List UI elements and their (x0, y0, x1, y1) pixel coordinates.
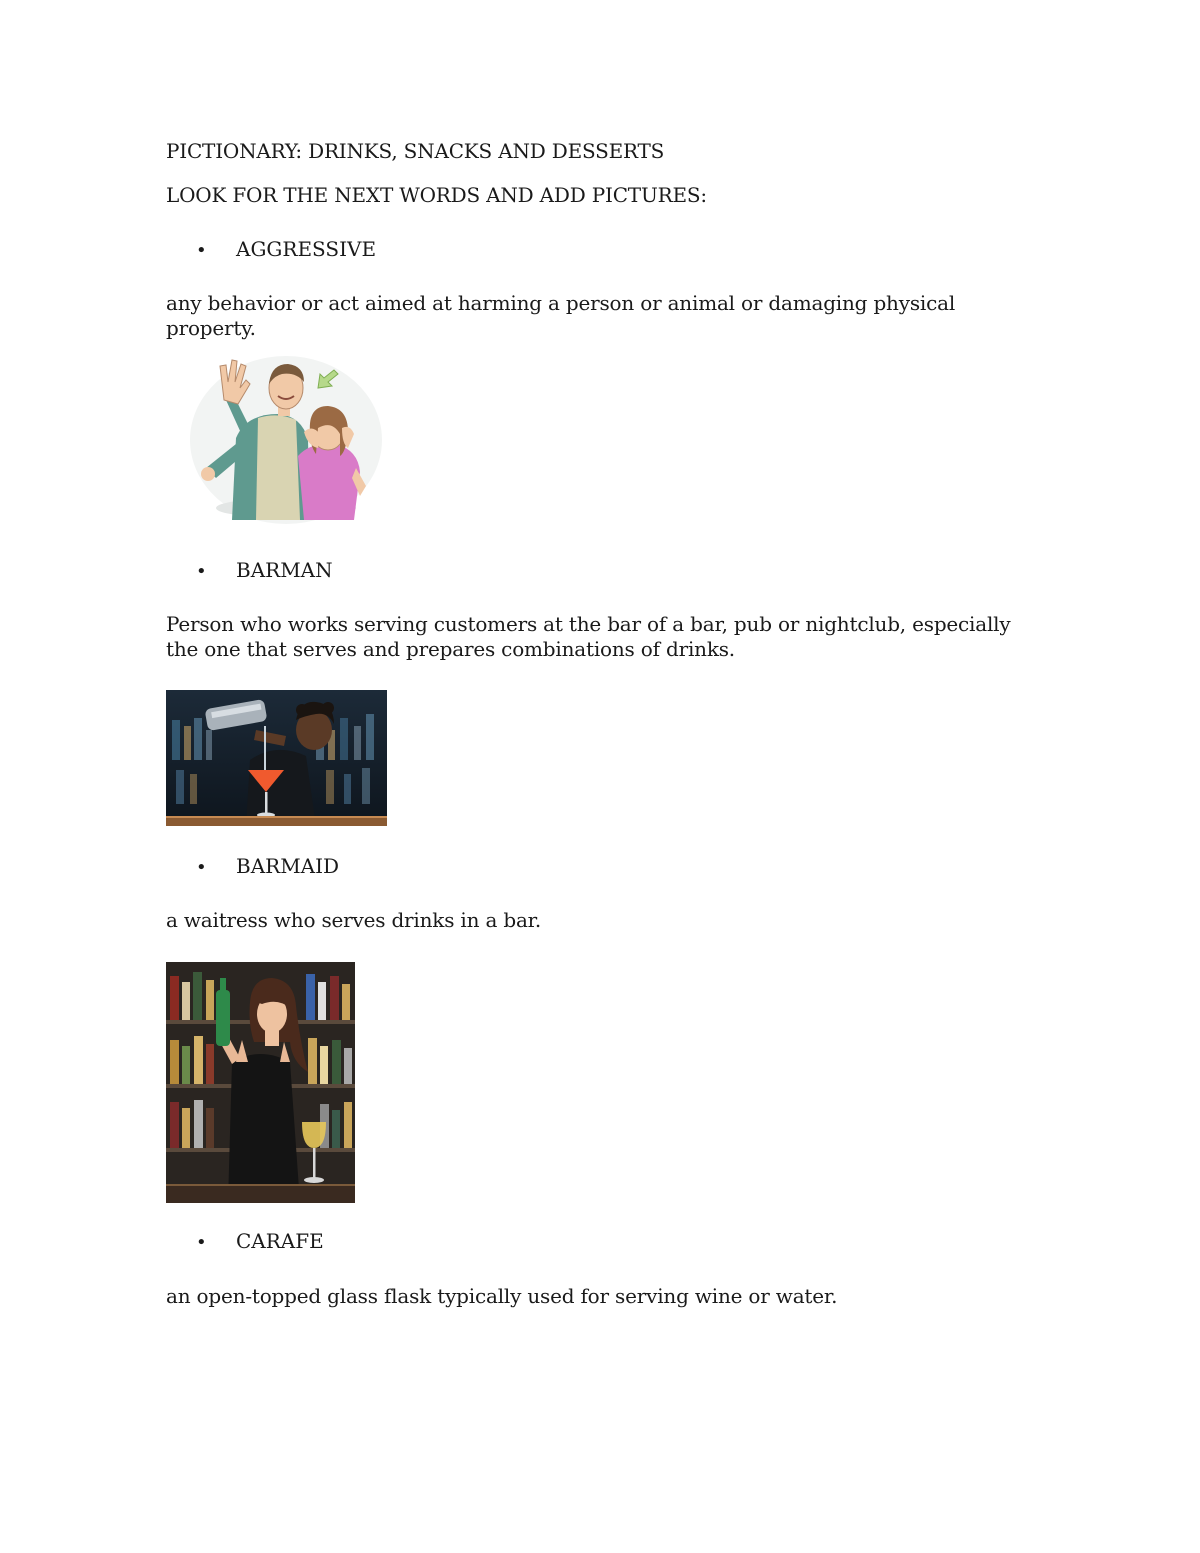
aggressive-illustration-svg (186, 348, 386, 524)
aggressive-illustration (186, 348, 386, 524)
entry-word-aggressive (196, 237, 376, 263)
entry-word: AGGRESSIVE (236, 237, 377, 261)
document-instruction: LOOK FOR THE NEXT WORDS AND ADD PICTURES: (166, 183, 707, 207)
entry-word-carafe (196, 1229, 324, 1255)
entry-word: CARAFE (236, 1229, 324, 1253)
entry-definition-carafe: an open-topped glass flask typically used for serving wine or water. (166, 1284, 838, 1308)
entry-definition-barmaid: a waitress who serves drinks in a bar. (166, 908, 541, 932)
barmaid-photo (166, 962, 355, 1203)
bullet-icon: • (196, 240, 207, 261)
document-title: PICTIONARY: DRINKS, SNACKS AND DESSERTS (166, 139, 665, 163)
bullet-icon: • (196, 561, 207, 582)
barman-photo-svg (166, 690, 387, 826)
barmaid-photo-svg (166, 962, 355, 1203)
entry-word: BARMAID (236, 854, 340, 878)
entry-definition-barman: Person who works serving customers at the bar of a bar, pub or nightclub, especially the one that serves and prepares combinations of drinks. (166, 612, 1011, 661)
barman-photo (166, 690, 387, 826)
bullet-icon: • (196, 857, 207, 878)
entry-word: BARMAN (236, 558, 333, 582)
entry-definition-aggressive: any behavior or act aimed at harming a person or animal or damaging physical property. (166, 291, 956, 340)
entry-word-barmaid (196, 854, 339, 880)
bullet-icon: • (196, 1232, 207, 1253)
entry-word-barman (196, 558, 333, 584)
